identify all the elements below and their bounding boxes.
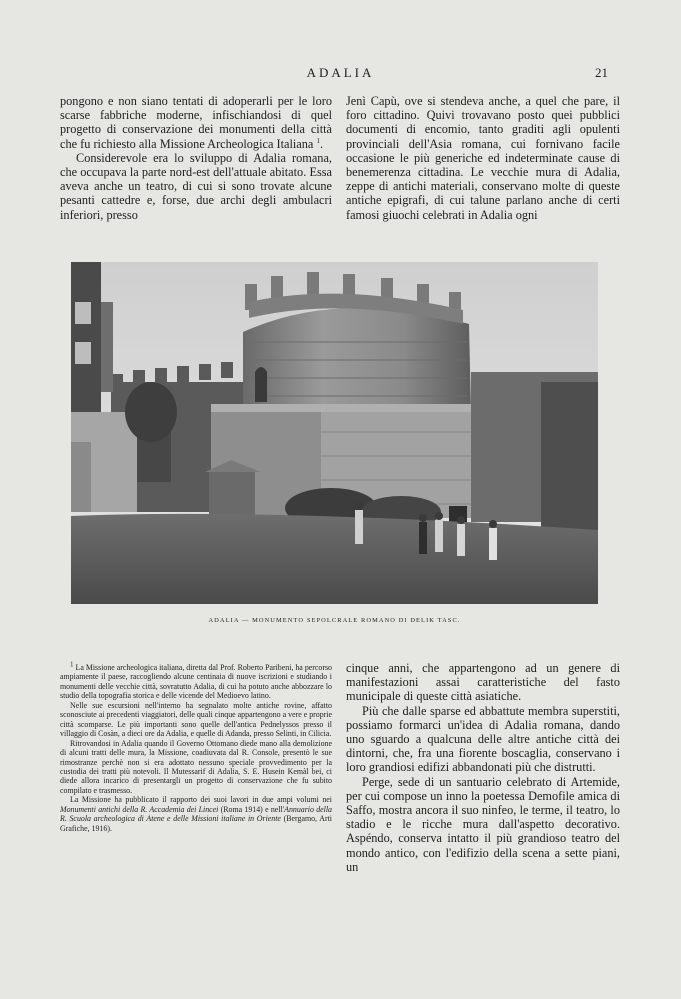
column-top-left bbox=[60, 94, 332, 222]
figure-caption: ADALIA — MONUMENTO SEPOLCRALE ROMANO DI DELIK TASC. bbox=[208, 617, 461, 624]
paragraph: Perge, sede di un santuario celebrato di Artemide, per cui compose un inno la poetessa Demofile amica di Saffo, mostra ancora il suo ninfeo, le terme, il teatro, lo stadio e le ricche mura dall'aspetto decorativo. Aspéndo, conserva intatto il più grandioso teatro del mondo antico, con l'edifizio della scena a sette piani, un bbox=[346, 774, 620, 874]
running-head bbox=[0, 63, 681, 83]
running-title: ADALIA bbox=[306, 65, 375, 80]
footnote-text: (Roma 1914) e nell' bbox=[220, 804, 285, 814]
ground bbox=[71, 514, 598, 604]
paragraph: cinque anni, che appartengono ad un genere di manifestazioni assai caratteristiche del fasto municipale di queste città asiatiche. bbox=[346, 661, 620, 704]
footnote: Ritrovandosi in Adalia quando il Governo Ottomano diede mano alla demolizione di alcuni tratti delle mura, la Missione, coadiuvata dal R. Console, presentò le sue rimostranze perchè non si era adottato nessuno speciale provvedimento per la custodia dei tratti più notevoli. Il Mutessarif di Adalia, S. E. Husein Kemàl bei, ci diede allora incarico di presentargli un progetto di conservazione che fu subito compilato e trasmesso. bbox=[60, 738, 332, 795]
footnote-marker: 1 bbox=[70, 660, 74, 669]
footnote-text: (Bergamo, Arti Grafiche, 1916). bbox=[60, 814, 332, 833]
photograph-roman-tomb bbox=[71, 262, 598, 604]
page-number: 21 bbox=[595, 65, 608, 80]
paragraph-text: pongono e non siano tentati di adoperarli per le loro scarse fabbriche moderne, infischiandosi di quel progetto di conservazione dei monumenti della città che fu richiesto alla Missione Archeologica Italiana bbox=[60, 94, 332, 151]
paragraph: Più che dalle sparse ed abbattute membra superstiti, possiamo formarci un'idea di Adalia romana, dando uno sguardo a qualcuna delle altre antiche città dei dintorni, che, fra una fiorente boscaglia, conservano i loro grandiosi edifizi abbandonati più che distrutti. bbox=[346, 703, 620, 775]
footnote-text: La Missione archeologica italiana, diretta dal Prof. Roberto Paribeni, ha percorso ampiamente il paese, raccogliendo alcune centinaia di nuove iscrizioni e studiando i monumenti delle vecchie città, sovratutto Adalia, di cui ha potuto anche abbozzare lo studio della topografia storica e delle vicende del Medioevo latino. bbox=[60, 663, 332, 701]
small-hut bbox=[209, 470, 255, 520]
footnotes bbox=[60, 660, 332, 833]
footnote bbox=[60, 660, 332, 701]
footnote: Nelle sue escursioni nell'interno ha segnalato molte antiche rovine, affatto sconosciute ai precedenti viaggiatori, delle quali cinque appartengono a vere e proprie città scomparse. Le più importanti sono quelle dell'antica Pednelyssos presso il villaggio di Cosàn, a dieci ore da Adalia, e quelle di Adanda, presso Selinti, in Cilicia. bbox=[60, 700, 332, 739]
column-bottom-right bbox=[346, 661, 620, 874]
paragraph: Jenì Capù, ove si stendeva anche, a quel che pare, il foro cittadino. Quivi trovavano posto quei pubblici documenti di encomio, tanto graditi agli opulenti provinciali dell'Asia romana, cui fornivano facile occasione le più generiche ed indeterminate cause di benemerenza cittadina. Le vecchie mura di Adalia, zeppe di antichi materiali, conservano molte di queste antiche epigrafi, di cui talune parlano anche di certi famosi giuochi celebrati in Adalia ogni bbox=[346, 94, 620, 222]
footnote bbox=[60, 795, 332, 833]
paragraph-end: . bbox=[319, 136, 324, 151]
paragraph: Considerevole era lo sviluppo di Adalia romana, che occupava la parte nord-est dell'attuale abitato. Essa aveva anche un teatro, di cui si sono trovate alcune pesanti cattedre e, forse, due archi degli ambulacri inferiori, presso bbox=[60, 150, 332, 222]
publication-title: Monumenti antichi della R. Accademia dei Lincei bbox=[60, 804, 219, 814]
photo-illustration bbox=[71, 262, 598, 604]
paragraph bbox=[60, 94, 332, 151]
publication-title: Annuario della R. Scuola archeologica di Atene e delle Missioni italiane in Oriente bbox=[60, 804, 332, 824]
footnote-text: La Missione ha pubblicato il rapporto dei suoi lavori in due ampi volumi nei bbox=[70, 795, 332, 805]
column-top-right bbox=[346, 94, 620, 222]
city-wall-right bbox=[471, 372, 598, 532]
footnote-ref: 1 bbox=[316, 136, 320, 145]
